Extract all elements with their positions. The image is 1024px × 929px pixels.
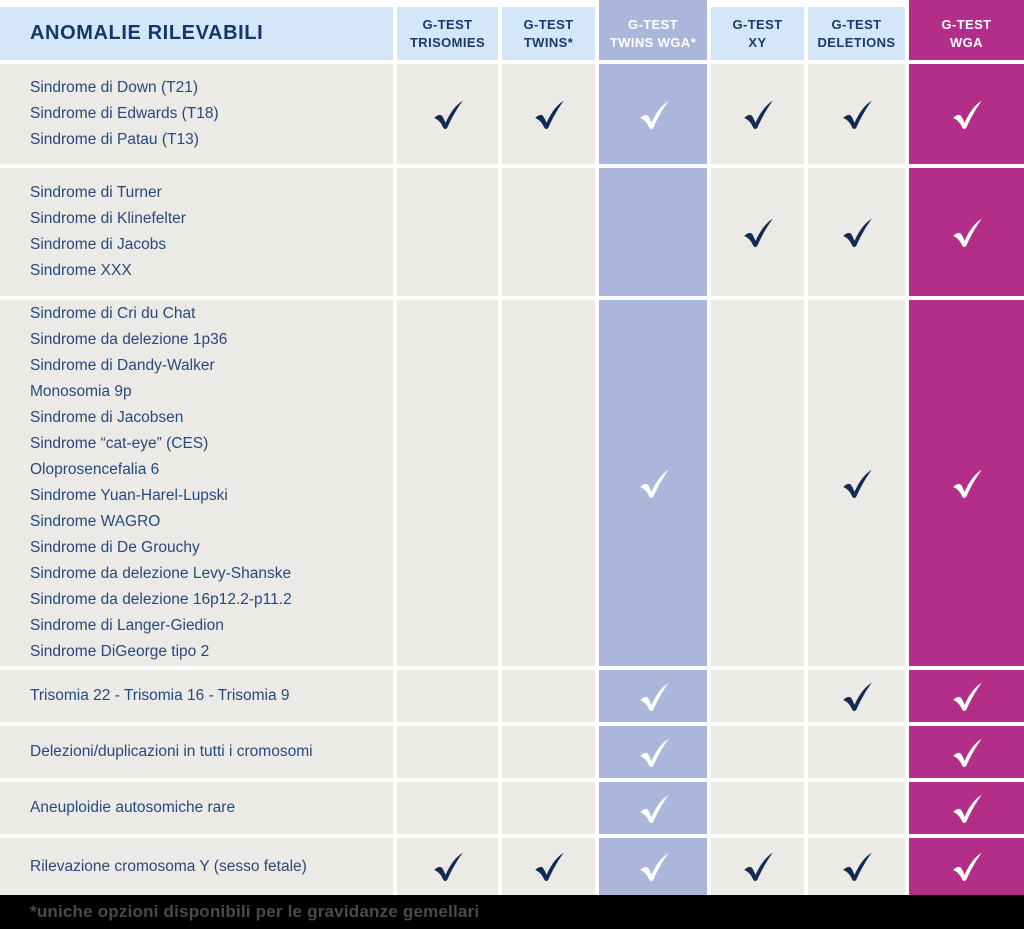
- row-label: Sindrome di Jacobsen: [30, 409, 184, 426]
- check-cell-twins: [502, 168, 595, 296]
- check-cell-deletions: [808, 782, 905, 834]
- check-cell-twins: [502, 64, 595, 164]
- column-header-label: TWINS*: [523, 34, 574, 50]
- row-label: Sindrome di Down (T21): [30, 79, 198, 96]
- column-header-twins: [502, 7, 595, 60]
- check-icon: [950, 792, 983, 825]
- check-cell-deletions: [808, 64, 905, 164]
- column-header-label: G-TEST: [422, 16, 473, 32]
- check-cell-trisomies: [397, 300, 498, 666]
- check-cell-xy: [711, 64, 804, 164]
- check-cell-xy: [711, 168, 804, 296]
- column-header-label: TWINS WGA*: [609, 34, 697, 50]
- row-label: Sindrome di Dandy-Walker: [30, 357, 215, 374]
- row-label: Sindrome “cat-eye” (CES): [30, 435, 209, 452]
- check-cell-deletions: [808, 300, 905, 666]
- row-label: Sindrome di Langer-Giedion: [30, 617, 224, 634]
- row-labels-group-3: [0, 300, 393, 666]
- check-cell-twins: [502, 300, 595, 666]
- row-label: Sindrome di Edwards (T18): [30, 105, 219, 122]
- check-icon: [741, 98, 774, 131]
- check-icon: [840, 467, 873, 500]
- table-header-anomalies: [0, 7, 393, 60]
- column-header-deletions: [808, 7, 905, 60]
- check-icon: [431, 850, 464, 883]
- check-cell-wga: [909, 782, 1024, 834]
- check-cell-xy: [711, 838, 804, 895]
- check-cell-twins: [502, 838, 595, 895]
- check-icon: [532, 98, 565, 131]
- footnote-bar: [0, 895, 1024, 929]
- check-icon: [840, 850, 873, 883]
- table-title: ANOMALIE RILEVABILI: [30, 22, 264, 44]
- check-cell-deletions: [808, 726, 905, 778]
- row-label: Sindrome di Turner: [30, 184, 162, 201]
- check-cell-trisomies: [397, 726, 498, 778]
- check-cell-twins-wga: [599, 670, 707, 722]
- row-labels-group-6: [0, 782, 393, 834]
- check-cell-deletions: [808, 168, 905, 296]
- check-cell-trisomies: [397, 838, 498, 895]
- check-cell-xy: [711, 300, 804, 666]
- row-label: Rilevazione cromosoma Y (sesso fetale): [30, 857, 307, 875]
- check-icon: [637, 467, 670, 500]
- row-labels-group-2: [0, 168, 393, 296]
- check-cell-deletions: [808, 670, 905, 722]
- check-icon: [840, 98, 873, 131]
- check-cell-trisomies: [397, 168, 498, 296]
- check-cell-xy: [711, 726, 804, 778]
- check-icon: [431, 98, 464, 131]
- footnote-text: *uniche opzioni disponibili per le gravidanze gemellari: [30, 902, 480, 921]
- check-cell-twins: [502, 782, 595, 834]
- column-header-label: G-TEST: [941, 16, 992, 32]
- row-label: Aneuploidie autosomiche rare: [30, 799, 236, 816]
- row-label: Trisomia 22 - Trisomia 16 - Trisomia 9: [30, 687, 290, 704]
- row-labels-group-7: [0, 838, 393, 895]
- check-icon: [741, 216, 774, 249]
- check-cell-trisomies: [397, 782, 498, 834]
- row-label: Sindrome Yuan-Harel-Lupski: [30, 487, 228, 504]
- row-label: Sindrome di Klinefelter: [30, 210, 186, 227]
- check-icon: [950, 216, 983, 249]
- check-icon: [637, 680, 670, 713]
- check-cell-wga: [909, 64, 1024, 164]
- check-cell-twins-wga: [599, 300, 707, 666]
- column-header-trisomies: [397, 7, 498, 60]
- check-icon: [637, 98, 670, 131]
- check-cell-wga: [909, 838, 1024, 895]
- row-label: Sindrome di Patau (T13): [30, 131, 199, 148]
- check-icon: [950, 736, 983, 769]
- row-labels-group-1: [0, 64, 393, 164]
- column-header-label: G-TEST: [627, 16, 679, 32]
- check-icon: [840, 680, 873, 713]
- row-label: Sindrome di Cri du Chat: [30, 305, 196, 322]
- check-cell-twins-wga: [599, 782, 707, 834]
- check-cell-twins-wga: [599, 726, 707, 778]
- column-header-label: WGA: [950, 34, 983, 50]
- row-label: Sindrome da delezione Levy-Shanske: [30, 565, 292, 582]
- check-cell-twins: [502, 670, 595, 722]
- row-labels-group-4: [0, 670, 393, 722]
- row-label: Sindrome WAGRO: [30, 513, 161, 530]
- check-cell-wga: [909, 300, 1024, 666]
- row-label: Delezioni/duplicazioni in tutti i cromosomi: [30, 743, 313, 760]
- check-icon: [950, 680, 983, 713]
- row-label: Sindrome da delezione 1p36: [30, 331, 228, 348]
- check-cell-trisomies: [397, 670, 498, 722]
- check-icon: [950, 467, 983, 500]
- column-header-label: XY: [748, 34, 767, 50]
- check-icon: [637, 792, 670, 825]
- check-icon: [637, 736, 670, 769]
- row-label: Sindrome di Jacobs: [30, 236, 167, 253]
- check-icon: [741, 850, 774, 883]
- check-cell-twins-wga: [599, 168, 707, 296]
- column-header-label: G-TEST: [523, 16, 574, 32]
- check-icon: [532, 850, 565, 883]
- row-label: Oloprosencefalia 6: [30, 461, 160, 478]
- check-cell-wga: [909, 726, 1024, 778]
- check-icon: [840, 216, 873, 249]
- check-icon: [950, 850, 983, 883]
- column-header-label: TRISOMIES: [409, 34, 486, 50]
- check-cell-trisomies: [397, 64, 498, 164]
- check-cell-xy: [711, 782, 804, 834]
- row-label: Sindrome DiGeorge tipo 2: [30, 643, 210, 660]
- column-header-label: DELETIONS: [817, 34, 896, 50]
- row-label: Monosomia 9p: [30, 383, 132, 400]
- check-icon: [950, 98, 983, 131]
- column-header-wga: [909, 7, 1024, 60]
- column-header-label: G-TEST: [732, 16, 783, 32]
- check-cell-deletions: [808, 838, 905, 895]
- column-header-twins-wga: [599, 7, 707, 60]
- row-labels-group-5: [0, 726, 393, 778]
- check-cell-twins-wga: [599, 838, 707, 895]
- row-label: Sindrome di De Grouchy: [30, 539, 200, 556]
- check-cell-twins-wga: [599, 64, 707, 164]
- check-icon: [637, 850, 670, 883]
- column-header-label: G-TEST: [831, 16, 882, 32]
- check-cell-xy: [711, 670, 804, 722]
- check-cell-wga: [909, 670, 1024, 722]
- column-header-xy: [711, 7, 804, 60]
- row-label: Sindrome XXX: [30, 262, 132, 279]
- row-label: Sindrome da delezione 16p12.2-p11.2: [30, 591, 292, 608]
- check-cell-wga: [909, 168, 1024, 296]
- check-cell-twins: [502, 726, 595, 778]
